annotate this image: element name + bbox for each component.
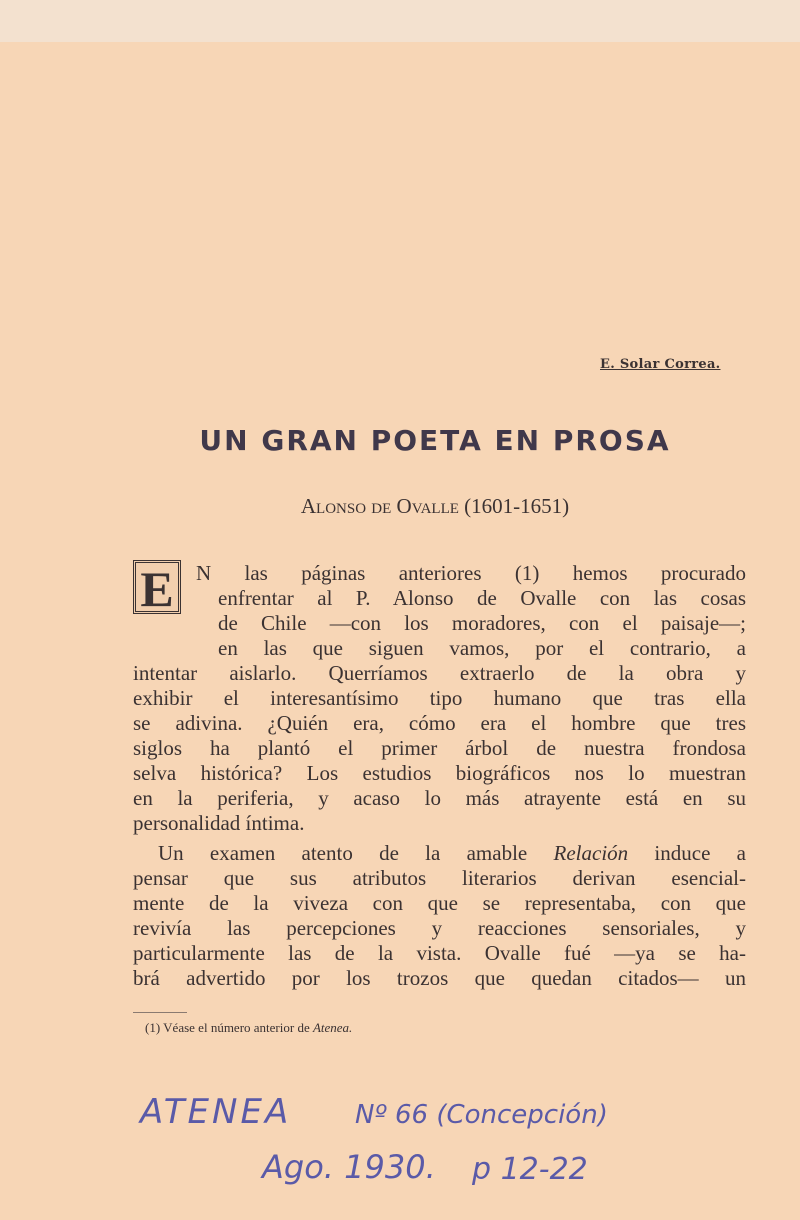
- handwritten-note: Ago. 1930.: [262, 1148, 436, 1186]
- footnote-text: (1) Véase el número anterior de: [145, 1020, 313, 1035]
- body-line: intentar aislarlo. Querríamos extraerlo de la obra y: [133, 661, 746, 685]
- body-line: revivía las percepciones y reacciones sensoriales, y: [133, 916, 746, 940]
- body-line: en la periferia, y acaso lo más atrayente está en su: [133, 786, 746, 810]
- body-line: siglos ha plantó el primer árbol de nuestra frondosa: [133, 736, 746, 760]
- author-name: E. Solar Correa.: [600, 357, 721, 372]
- text-run: induce a: [628, 841, 746, 865]
- handwritten-note: Nº 66 (Concepción): [355, 1100, 608, 1130]
- body-line: pensar que sus atributos literarios derivan esencial-: [133, 866, 746, 890]
- footnote: [145, 1020, 352, 1036]
- scan-top-band: [0, 0, 800, 42]
- article-subtitle: Alonso de Ovalle (1601-1651): [300, 494, 570, 518]
- body-line: se adivina. ¿Quién era, cómo era el hombre que tres: [133, 711, 746, 735]
- footnote-italic: Atenea.: [312, 1020, 353, 1035]
- body-line: [158, 841, 746, 866]
- body-line: N las páginas anteriores (1) hemos procurado: [196, 561, 746, 585]
- body-line: brá advertido por los trozos que quedan citados— un: [133, 966, 746, 990]
- handwritten-note: ATENEA: [140, 1092, 292, 1132]
- body-line: en las que siguen vamos, por el contrario, a: [218, 636, 746, 660]
- text-run: Un examen atento de la amable: [158, 841, 554, 865]
- italic-title: Relación: [553, 841, 629, 865]
- body-line: selva histórica? Los estudios biográficos nos lo muestran: [133, 761, 746, 785]
- body-line: exhibir el interesantísimo tipo humano que tras ella: [133, 686, 746, 710]
- drop-cap: E: [133, 560, 181, 614]
- article-title: UN GRAN POETA EN PROSA: [199, 424, 671, 457]
- body-line: de Chile —con los moradores, con el paisaje—;: [218, 611, 746, 635]
- footnote-divider: [133, 1012, 187, 1013]
- handwritten-note: p 12-22: [472, 1152, 588, 1187]
- body-line: mente de la viveza con que se representaba, con que: [133, 891, 746, 915]
- body-line: particularmente las de la vista. Ovalle fué —ya se ha-: [133, 941, 746, 965]
- body-line: enfrentar al P. Alonso de Ovalle con las cosas: [218, 586, 746, 610]
- body-line: personalidad íntima.: [133, 811, 305, 835]
